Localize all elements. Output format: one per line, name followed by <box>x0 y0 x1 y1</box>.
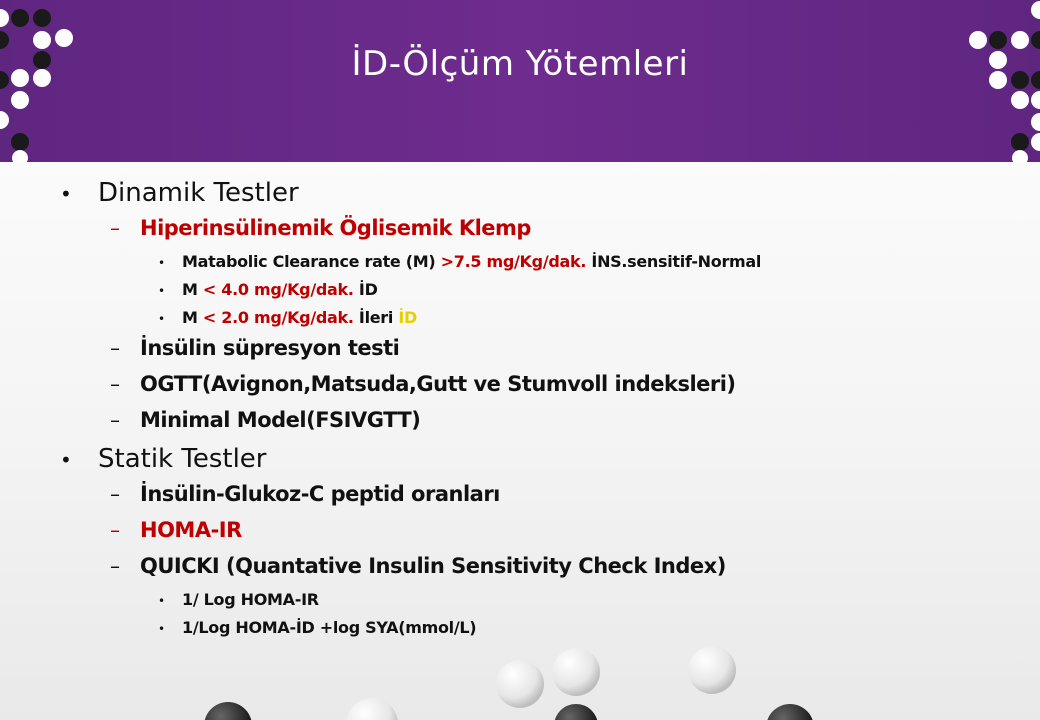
dash-icon: – <box>110 336 120 360</box>
dash-icon: – <box>110 372 120 396</box>
subitem-klemp <box>60 216 1020 252</box>
bullet-icon: • <box>60 182 72 206</box>
bullet-text: Statik Testler <box>98 444 267 474</box>
bullet-icon: • <box>158 594 166 608</box>
dash-icon: – <box>110 408 120 432</box>
bullet-icon: • <box>60 448 72 472</box>
subsub-text: M < 2.0 mg/Kg/dak. İleri İD <box>182 308 417 327</box>
dash-icon: – <box>110 482 120 506</box>
subitem-minimal-model <box>60 408 1020 444</box>
dot-pattern-right <box>960 0 1040 162</box>
subsub-text: Matabolic Clearance rate (M) >7.5 mg/Kg/dak. İNS.sensitif-Normal <box>182 252 762 271</box>
decorative-balls <box>0 640 1040 720</box>
bullet-statik-testler <box>60 444 1020 482</box>
subitem-quicki <box>60 554 1020 590</box>
subsub-mcr <box>60 252 1020 280</box>
subsub-text: 1/Log HOMA-İD +log SYA(mmol/L) <box>182 618 477 637</box>
subsub-text: 1/ Log HOMA-IR <box>182 590 319 609</box>
dash-icon: – <box>110 554 120 578</box>
subitem-text: İnsülin-Glukoz-C peptid oranları <box>140 482 500 506</box>
bullet-icon: • <box>158 622 166 636</box>
subsub-m4 <box>60 280 1020 308</box>
slide-title: İD-Ölçüm Yötemleri <box>351 44 689 84</box>
subitem-text: HOMA-IR <box>140 518 242 542</box>
subitem-homa-ir <box>60 518 1020 554</box>
subitem-ogtt <box>60 372 1020 408</box>
subitem-text: OGTT(Avignon,Matsuda,Gutt ve Stumvoll indeksleri) <box>140 372 736 396</box>
slide-header <box>0 0 1040 162</box>
subitem-text: Hiperinsülinemik Öglisemik Klemp <box>140 216 531 240</box>
bullet-icon: • <box>158 256 166 270</box>
subitem-supresyon <box>60 336 1020 372</box>
dash-icon: – <box>110 216 120 240</box>
bullet-text: Dinamik Testler <box>98 178 299 208</box>
dash-icon: – <box>110 518 120 542</box>
slide-content <box>60 178 1020 646</box>
subitem-text: İnsülin süpresyon testi <box>140 336 400 360</box>
subsub-m2 <box>60 308 1020 336</box>
subsub-text: M < 4.0 mg/Kg/dak. İD <box>182 280 378 299</box>
subitem-text: Minimal Model(FSIVGTT) <box>140 408 421 432</box>
subitem-peptid <box>60 482 1020 518</box>
subitem-text: QUICKI (Quantative Insulin Sensitivity Check Index) <box>140 554 726 578</box>
bullet-icon: • <box>158 284 166 298</box>
subsub-log1 <box>60 590 1020 618</box>
bullet-dinamik-testler <box>60 178 1020 216</box>
bullet-icon: • <box>158 312 166 326</box>
